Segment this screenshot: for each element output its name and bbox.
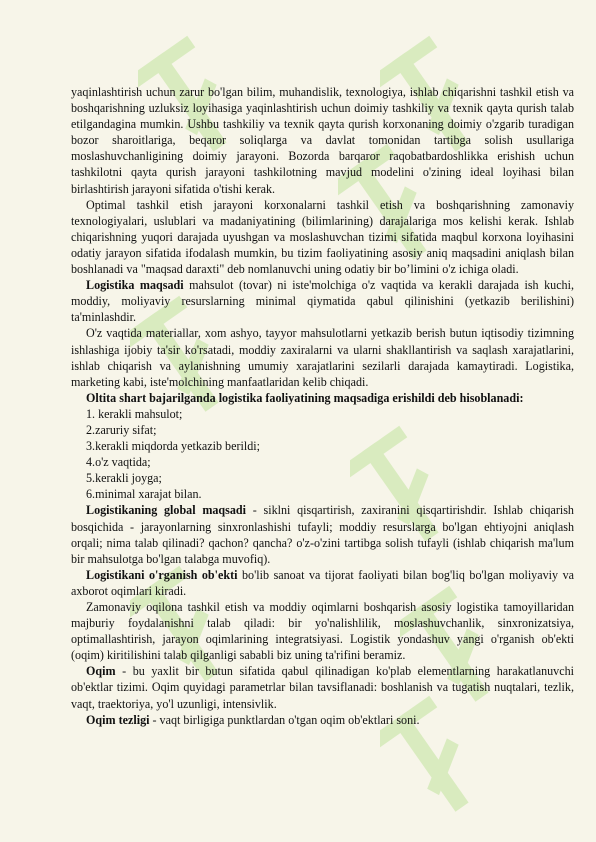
list-item: 3.kerakli miqdorda yetkazib berildi; — [86, 439, 260, 454]
bold-term: Logistikani o'rganish ob'ekti — [86, 567, 238, 582]
paragraph-text: O'z vaqtida materiallar, xom ashyo, tayyor mahsulotlarni yetkazib berish butun iqtisodiy tizimning ishlashiga ijobiy ta'sir ko'rsatadi, moddiy zaxiralarni va ularni shakllantirish va saqlash xarajatlarini, ishlab chiqarish va aylanishning umumiy xarajatlarini sezilarli darajada kamaytiradi. Logistika, marketing kabi, iste'molchining manfaatlaridan kelib chiqadi. — [71, 326, 574, 389]
bold-term: Oltita shart bajarilganda logistika faoliyatining maqsadiga erishildi deb hisoblanadi: — [86, 390, 524, 405]
bold-term: Oqim tezligi — [86, 712, 150, 727]
bold-term: Logistikaning global maqsadi — [86, 503, 246, 518]
paragraph — [71, 663, 574, 711]
paragraph-text: - vaqt birligiga punktlardan o'tgan oqim ob'ektlari soni. — [149, 712, 420, 727]
list-item: 2.zaruriy sifat; — [86, 422, 157, 437]
paragraph — [71, 84, 574, 197]
paragraph — [71, 567, 574, 599]
paragraph — [71, 325, 574, 389]
paragraph-text: yaqinlashtirish uchun zarur bo'lgan bilim, muhandislik, texnologiya, ishlab chiqarishni tashkil etish va boshqarishning uzluksiz loyihasiga yaqinlashtirish uchun doimiy tashkiliy va texnik qayta qurish talab etilgandagina mumkin. Ushbu tashkiliy va texnik qayta qurish korxonaning doimiy o'zgarib turadigan bozor sharoitlariga, beqaror soliqlarga va davlat tomonidan tartibga solish usullariga moslashuvchanligining doimiy jarayoni. Bozorda barqaror raqobatbardoshlikka erishish uchun tashkilotni qayta qurish jarayoni tashkilotning mavjud modelini o'zining ideal loyihasi bilan birlashtirish jarayoni sifatida o'tishi kerak. — [71, 85, 574, 196]
paragraph-text: - siklni qisqartirish, zaxiranini qisqartirishdir. Ishlab chiqarish bosqichida - jarayonlarning sinxronlashishi tufayli; moddiy resurslarga bo'lgan ehtiyojni aniqlash orqali; nima talab qilinadi? qachon? qancha? o'z-o'zini tartibga solish tufayli (ishlab chiqarish ma'lum bir mahsulotga bo'lgan talabga muvofiq). — [71, 503, 574, 566]
paragraph — [71, 277, 574, 325]
paragraph-text: - bu yaxlit bir butun sifatida qabul qilinadigan ko'plab elementlarning harakatlanuvchi ob'ektlar tizimi. Oqim quyidagi parametrlar bilan tavsiflanadi: boshlanish va tugatish nuqtalari, tezlik, vaqt, traektoriya, yo'l uzunligi, intensivlik. — [71, 664, 574, 711]
paragraph-text: mahsulot (tovar) ni iste'molchiga o'z vaqtida va kerakli darajada ish kuchi, moddiy, moliyaviy resurslarning minimal qiymatida qabul qilinishini (yetkazib berilishini) ta'minlashdir. — [71, 278, 574, 325]
paragraph-text: bo'lib sanoat va tijorat faoliyati bilan bog'liq bo'lgan moliyaviy va axborot oqimlari kiradi. — [71, 567, 574, 598]
paragraph — [71, 390, 574, 406]
list-item: 5.kerakli joyga; — [86, 471, 162, 486]
conditions-list — [71, 406, 574, 503]
paragraphs-part-1 — [71, 84, 574, 406]
paragraph — [71, 599, 574, 663]
bold-term: Logistika maqsadi — [86, 278, 184, 293]
paragraph — [71, 712, 574, 728]
paragraph — [71, 502, 574, 566]
bold-term: Oqim — [86, 664, 116, 679]
list-item: 1. kerakli mahsulot; — [86, 406, 183, 421]
list-item: 4.o'z vaqtida; — [86, 455, 151, 470]
paragraph-text: Zamonaviy oqilona tashkil etish va moddiy oqimlarni boshqarish asosiy logistika tamoyillaridan majburiy foydalanishni talab qiladi: bir yo'nalishlilik, moslashuvchanlik, sinxronizatsiya, optimallashtirish, jarayon oqimlarining integratsiyasi. Logistik yondashuv yangi o'rganish ob'ekti (oqim) kiritilishini talab qilganligi sababli biz uning ta'rifini beramiz. — [71, 600, 574, 663]
document-body — [71, 84, 574, 728]
paragraph — [71, 197, 574, 277]
paragraphs-part-2 — [71, 502, 574, 727]
paragraph-text: Optimal tashkil etish jarayoni korxonalarni tashkil etish va boshqarishning zamonaviy texnologiyalari, uslublari va madaniyatining (bilimlarining) darajalariga mos kelishi kerak. Ishlab chiqarishning yuqori darajada uyushgan va moslashuvchan tizimi sifatida maqbul korxona loyihasini odatiy jarayon sifatida ifodalash mumkin, bu tizim faoliyatining asosiy aniq maqsadini aniqlash bilan boshlanadi va "maqsad daraxti" deb nomlanuvchi uning odatiy bir bo’limini o'z ichiga oladi. — [71, 197, 574, 277]
list-item: 6.minimal xarajat bilan. — [86, 487, 202, 502]
